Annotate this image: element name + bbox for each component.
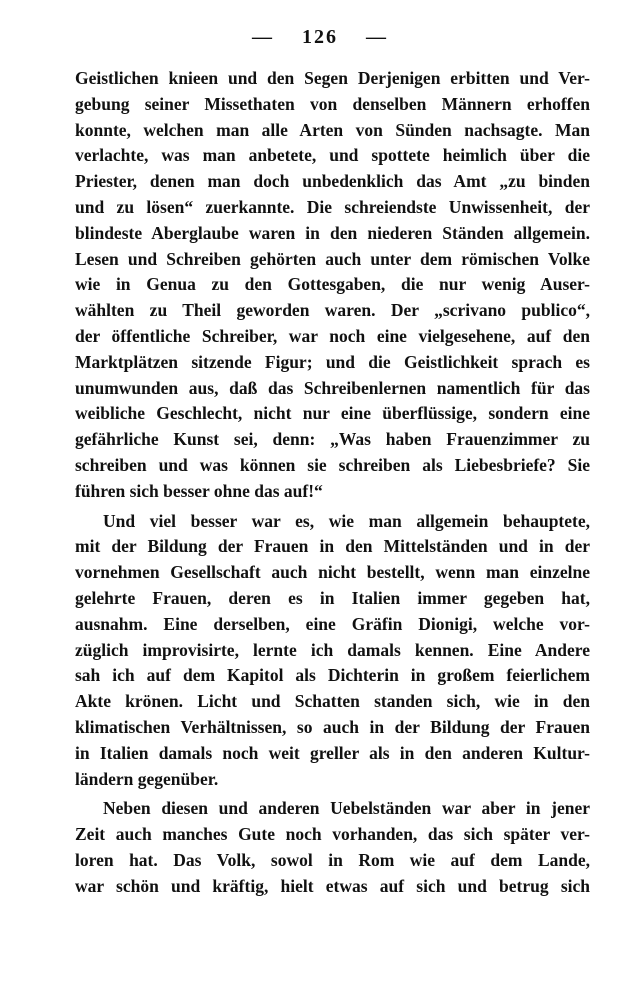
text-line: in Italien damals noch weit greller als in den anderen Kultur- — [75, 742, 590, 763]
text-line: mit der Bildung der Frauen in den Mittelständen und in der — [75, 536, 590, 557]
text-line: Und viel besser war es, wie man allgemein behauptete, — [103, 510, 590, 531]
page-number: 126 — [302, 26, 338, 48]
text-line: gebung seiner Missethaten von denselben Männern erhoffen — [75, 93, 590, 114]
text-line: weibliche Geschlecht, nicht nur eine überflüssige, sondern eine — [75, 403, 590, 424]
text-line: wie in Genua zu den Gottesgaben, die nur wenig Auser- — [75, 274, 590, 295]
text-line: Zeit auch manches Gute noch vorhanden, das sich später ver- — [75, 824, 590, 845]
header-dash-right: — — [366, 26, 388, 48]
text-line: verlachte, was man anbetete, und spottete heimlich über die — [75, 145, 590, 166]
text-line: und zu lösen“ zuerkannte. Die schreiendste Unwissenheit, der — [75, 196, 590, 217]
text-line: schreiben und was können sie schreiben als Liebesbriefe? Sie — [75, 454, 590, 475]
paragraph — [75, 66, 590, 505]
text-line: loren hat. Das Volk, sowol in Rom wie auf dem Lande, — [75, 849, 590, 870]
text-line: gelehrte Frauen, deren es in Italien immer gegeben hat, — [75, 587, 590, 608]
page-header — [0, 26, 640, 49]
page-body — [75, 66, 590, 904]
text-line: sah ich auf dem Kapitol als Dichterin in großem feierlichem — [75, 665, 590, 686]
text-line: Lesen und Schreiben gehörten auch unter dem römischen Volke — [75, 248, 590, 269]
text-line: Akte krönen. Licht und Schatten standen sich, wie in den — [75, 691, 590, 712]
text-line: züglich improvisirte, lernte ich damals kennen. Eine Andere — [75, 639, 590, 660]
text-line: unumwunden aus, daß das Schreibenlernen namentlich für das — [75, 377, 590, 398]
paragraph — [75, 509, 590, 793]
text-line: blindeste Aberglaube waren in den niederen Ständen allgemein. — [75, 222, 590, 243]
text-line: Neben diesen und anderen Uebelständen war aber in jener — [103, 798, 590, 819]
text-line: vornehmen Gesellschaft auch nicht bestellt, wenn man einzelne — [75, 562, 590, 583]
text-line: konnte, welchen man alle Arten von Sünden nachsagte. Man — [75, 119, 590, 140]
header-dash-left: — — [252, 26, 274, 48]
text-line: führen sich besser ohne das auf!“ — [75, 480, 323, 501]
text-line: Marktplätzen sitzende Figur; und die Geistlichkeit sprach es — [75, 351, 590, 372]
text-line: ausnahm. Eine derselben, eine Gräfin Dionigi, welche vor- — [75, 613, 590, 634]
text-line: gefährliche Kunst sei, denn: „Was haben Frauenzimmer zu — [75, 429, 590, 450]
text-line: klimatischen Verhältnissen, so auch in der Bildung der Frauen — [75, 716, 590, 737]
text-line: der öffentliche Schreiber, war noch eine vielgesehene, auf den — [75, 325, 590, 346]
paragraph — [75, 796, 590, 899]
text-line: Geistlichen knieen und den Segen Derjenigen erbitten und Ver- — [75, 68, 590, 88]
text-line: ländern gegenüber. — [75, 768, 219, 789]
text-line: wählten zu Theil geworden waren. Der „scrivano publico“, — [75, 300, 590, 321]
text-line: war schön und kräftig, hielt etwas auf sich und betrug sich — [75, 875, 590, 896]
text-line: Priester, denen man doch unbedenklich das Amt „zu binden — [75, 171, 590, 192]
